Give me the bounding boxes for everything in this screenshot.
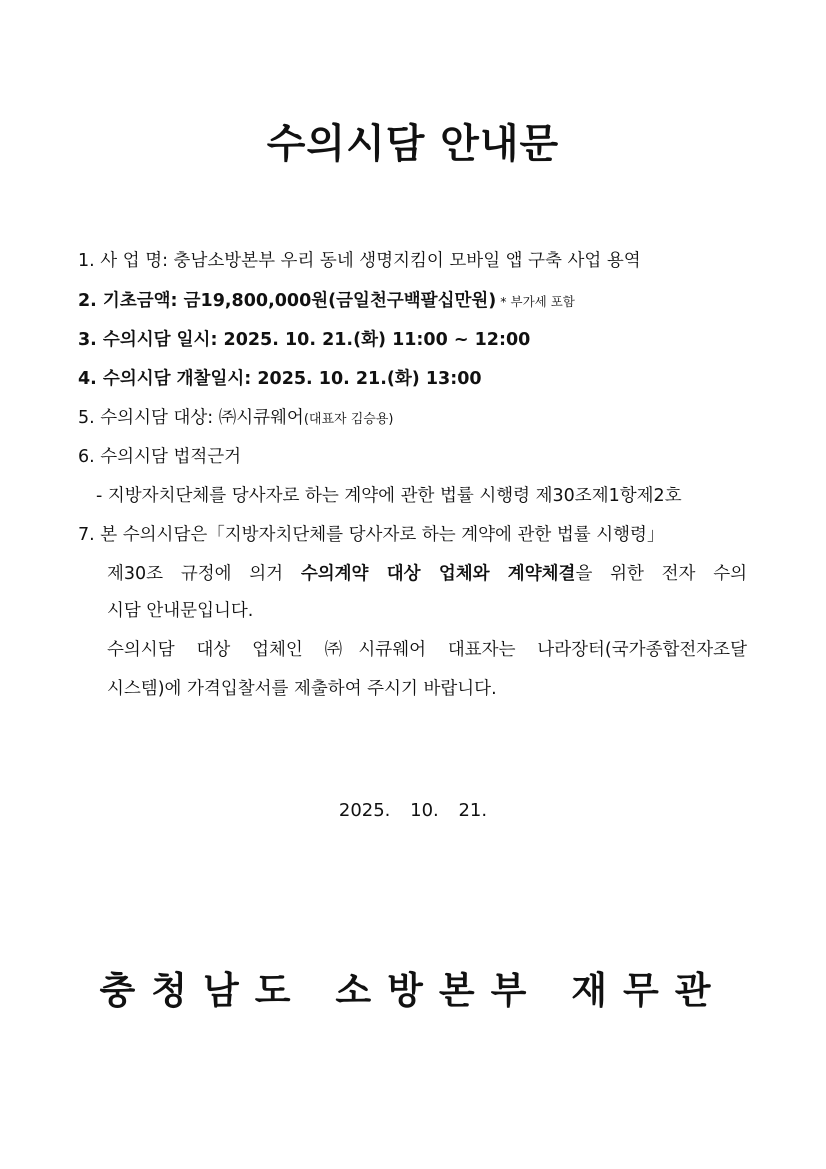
notice-line2-bold: 수의계약 대상 업체와 계약체결: [300, 564, 576, 584]
notice-line2-pre: 제30조 규정에 의거: [107, 564, 301, 584]
document-title: 수의시담 안내문: [266, 121, 560, 167]
item-negotiation-target: [78, 405, 393, 433]
notice-line2-post: 을 위한 전자 수의: [575, 564, 748, 584]
item-notice-line4: 수의시담 대상 업체인 ㈜시큐웨어 대표자는 나라장터(국가종합전자조달: [107, 640, 747, 660]
item-notice-line1: 7. 본 수의시담은「지방자치단체를 당사자로 하는 계약에 관한 법률 시행령」: [78, 525, 665, 545]
item-base-amount: [78, 288, 575, 315]
item-project-name: 1. 사 업 명: 충남소방본부 우리 동네 생명지킴이 모바일 앱 구축 사업 용역: [78, 251, 641, 271]
base-amount-text: 2. 기초금액: 금19,800,000원(금일천구백팔십만원): [78, 291, 497, 311]
item-negotiation-datetime: 3. 수의시담 일시: 2025. 10. 21.(화) 11:00 ~ 12:00: [78, 330, 531, 350]
item-opening-datetime: 4. 수의시담 개찰일시: 2025. 10. 21.(화) 13:00: [78, 369, 482, 389]
vat-note: * 부가세 포함: [496, 294, 575, 309]
item-notice-line3: 시담 안내문입니다.: [107, 601, 254, 621]
document-date: 2025. 10. 21.: [338, 800, 488, 821]
item-legal-basis: 6. 수의시담 법적근거: [78, 447, 242, 467]
target-company: 5. 수의시담 대상: ㈜시큐웨어: [78, 408, 304, 428]
legal-basis-detail: - 지방자치단체를 당사자로 하는 계약에 관한 법률 시행령 제30조제1항제2호: [96, 486, 682, 506]
item-notice-line5: 시스템)에 가격입찰서를 제출하여 주시기 바랍니다.: [107, 679, 497, 699]
target-representative: (대표자 김승용): [303, 412, 394, 427]
item-notice-line2: [107, 561, 747, 587]
issuer-signature: 충청남도 소방본부 재무관: [99, 969, 727, 1012]
